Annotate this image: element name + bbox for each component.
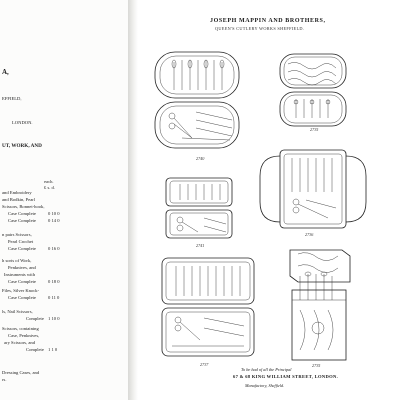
- left-page-line: Pearl Crochet: [8, 239, 34, 244]
- left-page-line: 0 10 0: [48, 211, 60, 216]
- left-page-line: Complete: [26, 316, 44, 321]
- left-page-line: each.: [44, 179, 54, 184]
- left-page-line: Case Complete: [8, 295, 36, 300]
- left-page-line: Scissors, Bonnet-hook,: [2, 204, 45, 209]
- figure-caption-2: 2735: [310, 127, 319, 132]
- page-spine: [128, 0, 138, 400]
- left-page-line: and Embroidery: [2, 190, 32, 195]
- left-page-line: UT, WORK, AND: [2, 143, 42, 149]
- figure-caption-6: 2735: [312, 363, 321, 368]
- left-page-line: 1 1 0: [48, 347, 58, 352]
- left-page-line: Case Complete: [8, 246, 36, 251]
- left-page-line: £ s. d.: [44, 185, 55, 190]
- figure-open-work-case-middle: [164, 176, 234, 242]
- footer-address: 67 & 68 KING WILLIAM STREET, LONDON.: [233, 374, 339, 379]
- figure-open-work-case-small: [278, 52, 348, 132]
- left-page-line: Complete: [26, 347, 44, 352]
- left-page-line: ary Scissors, and: [4, 340, 36, 345]
- left-page-line: n pairs Scissors,: [2, 232, 32, 237]
- left-page-line: 0 18 0: [48, 279, 60, 284]
- catalogue-title: JOSEPH MAPPIN AND BROTHERS,: [210, 18, 326, 24]
- left-page-line: 0 16 0: [48, 246, 60, 251]
- left-page-line: Case, Penknives,: [8, 333, 40, 338]
- left-page-line: rs.: [2, 377, 7, 382]
- left-page-line: 0 11 0: [48, 295, 60, 300]
- footer-note: To be had of all the Principal: [241, 367, 292, 372]
- figure-caption-1: 2740: [196, 156, 205, 161]
- left-page-line: and Bodkin, Pearl: [2, 197, 36, 202]
- left-page-line: EFFIELD,: [2, 96, 22, 101]
- left-page-line: Files, Silver Knock-: [2, 288, 40, 293]
- catalogue-subtitle: QUEEN'S CUTLERY WORKS SHEFFIELD.: [215, 26, 305, 31]
- left-page-line: LONDON.: [12, 120, 33, 125]
- footer-manufactory: Manufactory, Sheffield.: [245, 383, 285, 388]
- figure-caption-3: 2741: [196, 243, 205, 248]
- left-page-line: Scissors, containing: [2, 326, 39, 331]
- figure-upright-casket: [284, 240, 354, 364]
- left-page-line: Case Complete: [8, 279, 36, 284]
- left-page-line: Penknives, and: [8, 265, 36, 270]
- left-page-line: Instruments with: [4, 272, 36, 277]
- left-page-line: Dressing Cases, and: [2, 370, 40, 375]
- left-page-line: Case Complete: [8, 211, 36, 216]
- figure-large-open-case: [160, 256, 256, 362]
- left-page-line: ls, Nail Scissors,: [2, 309, 33, 314]
- left-page-line: h sorts of Work,: [2, 258, 32, 263]
- figure-caption-5: 2737: [200, 362, 209, 367]
- left-page: [0, 0, 128, 400]
- left-page-line: 1 10 0: [48, 316, 60, 321]
- left-page-line: Case Complete: [8, 218, 36, 223]
- left-page-line: 0 14 0: [48, 218, 60, 223]
- figure-open-work-case-top: [152, 50, 242, 156]
- figure-folding-case: [258, 148, 368, 230]
- left-page-line: A,: [2, 68, 9, 76]
- figure-caption-4: 2736: [305, 232, 314, 237]
